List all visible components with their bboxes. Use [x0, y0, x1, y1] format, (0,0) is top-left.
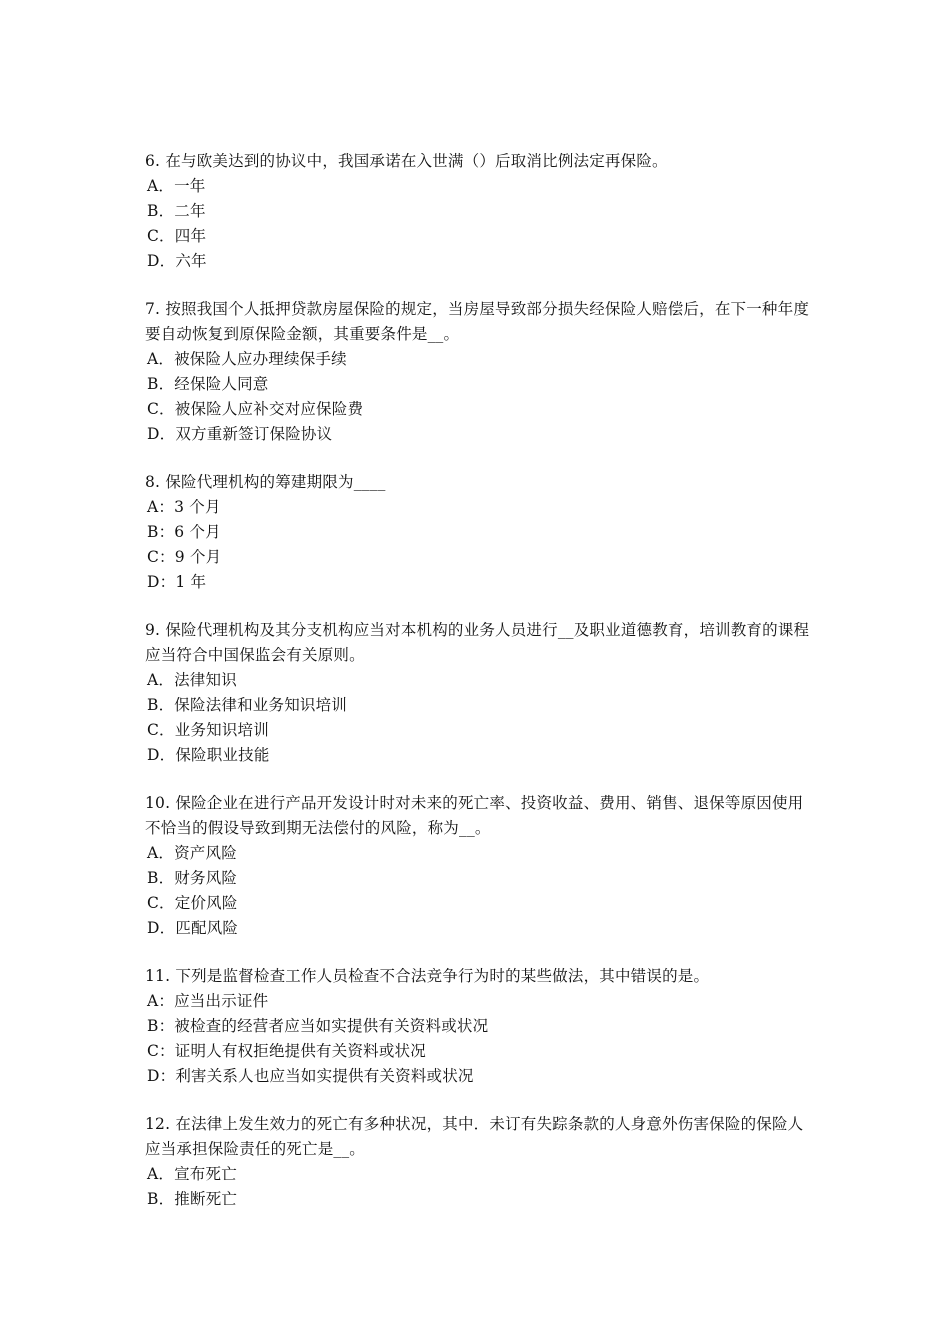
- option-d: D：利害关系人也应当如实提供有关资料或状况: [147, 1067, 474, 1085]
- option-d: D．匹配风险: [147, 919, 239, 937]
- option-c: C：证明人有权拒绝提供有关资料或状况: [147, 1042, 426, 1060]
- question-text: 10. 保险企业在进行产品开发设计时对未来的死亡率、投资收益、费用、销售、退保等原因使用不恰当的假设导致到期无法偿付的风险，称为__。: [145, 794, 804, 837]
- question-text: 12. 在法律上发生效力的死亡有多种状况，其中．未订有失踪条款的人身意外伤害保险的保险人应当承担保险责任的死亡是__。: [145, 1115, 804, 1158]
- option-a: A．一年: [147, 177, 206, 195]
- question-text: 6. 在与欧美达到的协议中，我国承诺在入世满（）后取消比例法定再保险。: [145, 152, 668, 170]
- option-d: D．六年: [147, 252, 207, 270]
- option-b: B：被检查的经营者应当如实提供有关资料或状况: [147, 1017, 489, 1035]
- option-a: A：3 个月: [147, 498, 221, 516]
- option-c: C：9 个月: [147, 548, 222, 566]
- question-11: [145, 964, 815, 1089]
- option-c: C．业务知识培训: [147, 721, 269, 739]
- question-text: 9. 保险代理机构及其分支机构应当对本机构的业务人员进行__及职业道德教育，培训教育的课程应当符合中国保监会有关原则。: [145, 621, 810, 664]
- option-a: A．被保险人应办理续保手续: [147, 350, 347, 368]
- option-d: D：1 年: [147, 573, 207, 591]
- option-a: A．资产风险: [147, 844, 237, 862]
- option-a: A．宣布死亡: [147, 1165, 237, 1183]
- option-a: A：应当出示证件: [147, 992, 269, 1010]
- option-b: B．经保险人同意: [147, 375, 269, 393]
- question-text: 11. 下列是监督检查工作人员检查不合法竞争行为时的某些做法，其中错误的是。: [145, 967, 710, 985]
- option-b: B．保险法律和业务知识培训: [147, 696, 347, 714]
- question-7: [145, 297, 815, 447]
- question-8: [145, 470, 815, 595]
- option-b: B．推断死亡: [147, 1190, 238, 1208]
- option-b: B：6 个月: [147, 523, 221, 541]
- option-a: A．法律知识: [147, 671, 237, 689]
- question-text: 7. 按照我国个人抵押贷款房屋保险的规定，当房屋导致部分损失经保险人赔偿后，在下一种年度要自动恢复到原保险金额，其重要条件是__。: [145, 300, 810, 343]
- question-text: 8. 保险代理机构的筹建期限为____: [145, 473, 386, 491]
- option-c: C．四年: [147, 227, 207, 245]
- option-d: D．保险职业技能: [147, 746, 270, 764]
- question-list: [145, 149, 815, 1235]
- question-6: [145, 149, 815, 274]
- option-b: B．财务风险: [147, 869, 238, 887]
- option-c: C．定价风险: [147, 894, 238, 912]
- question-10: [145, 791, 815, 941]
- option-c: C．被保险人应补交对应保险费: [147, 400, 364, 418]
- question-12: [145, 1112, 815, 1212]
- option-d: D．双方重新签订保险协议: [147, 425, 333, 443]
- option-b: B．二年: [147, 202, 206, 220]
- question-9: [145, 618, 815, 768]
